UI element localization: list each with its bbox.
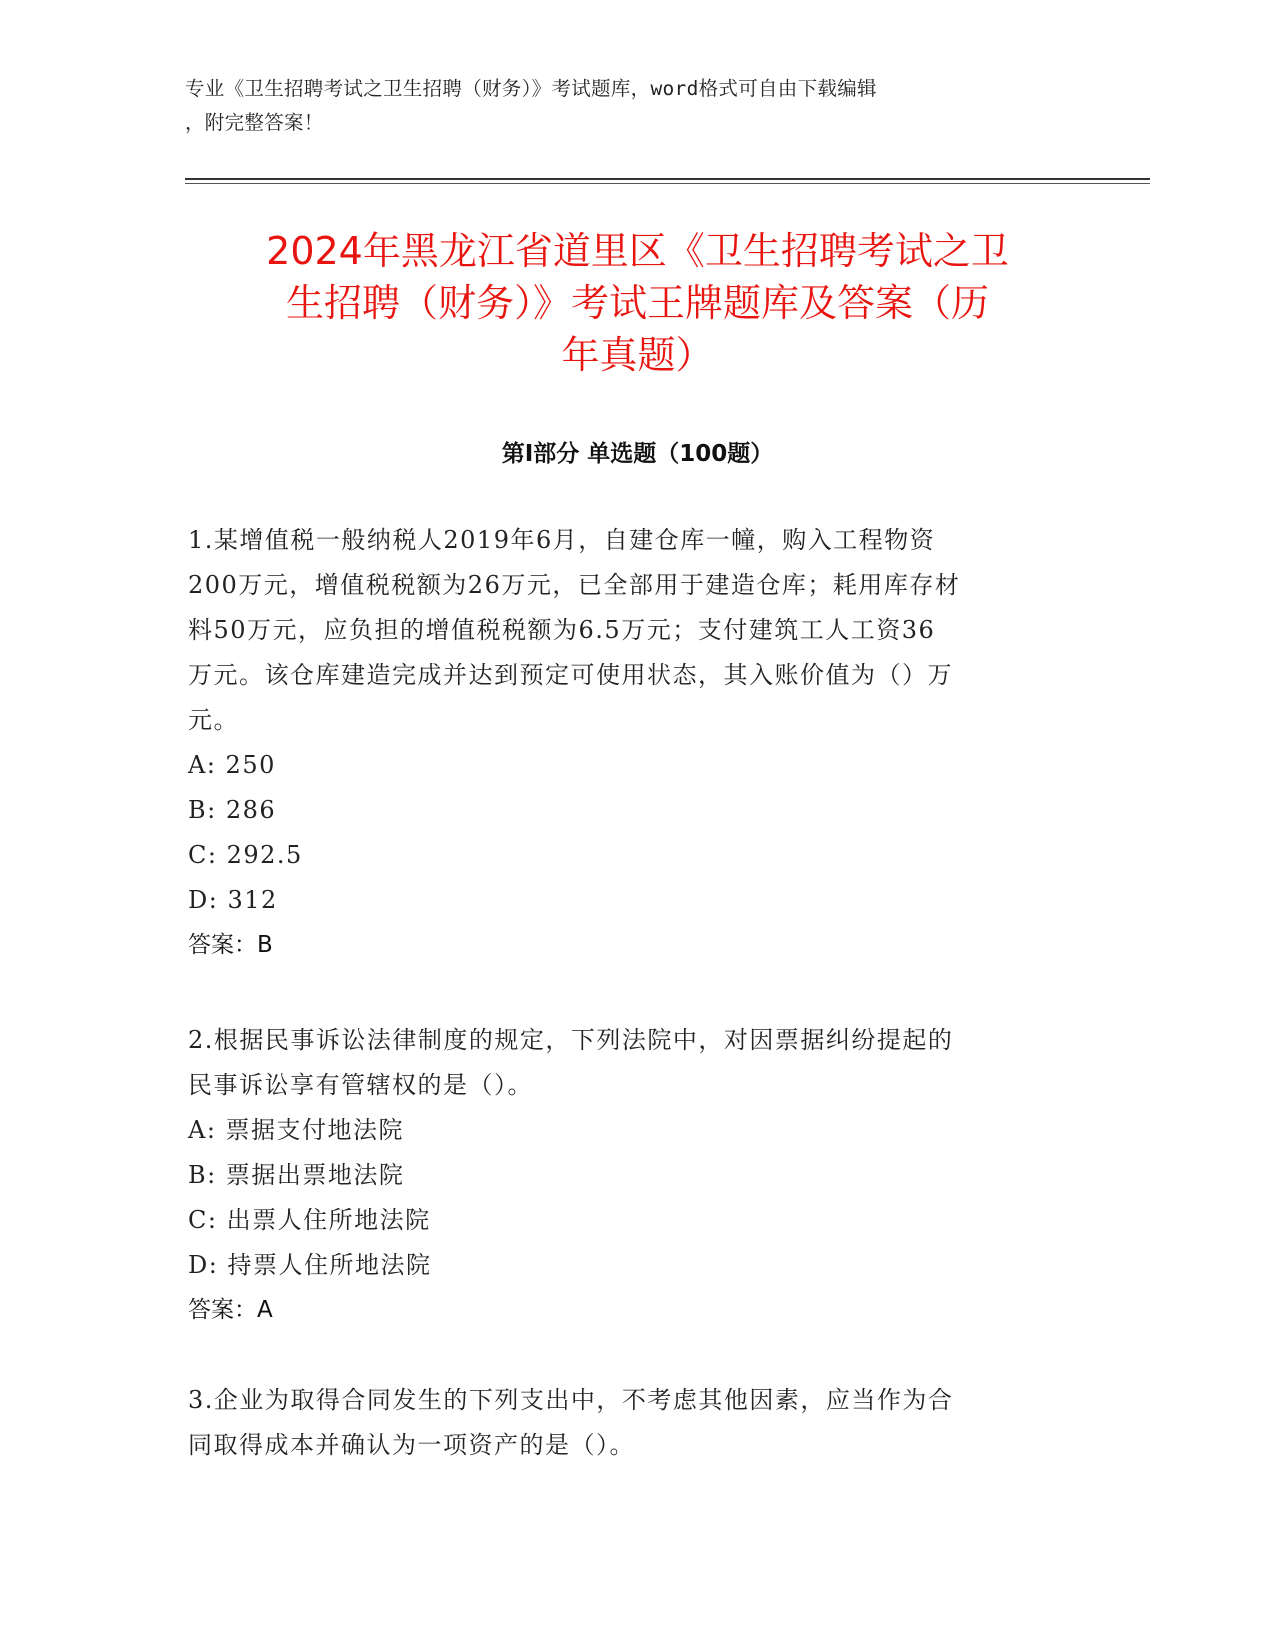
question-stem-line: 同取得成本并确认为一项资产的是（）。 [188,1431,635,1459]
option-d: D: 持票人住所地法院 [188,1251,432,1279]
question-1 [188,518,1068,968]
header-note-line-2: ，附完整答案！ [185,111,324,134]
question-stem-line: 民事诉讼享有管辖权的是（）。 [188,1071,533,1099]
header-note [185,72,1065,140]
question-stem-line: 1.某增值税一般纳税人2019年6月，自建仓库一幢，购入工程物资 [188,526,936,554]
section-heading: 第Ⅰ部分 单选题（100题） [501,441,774,467]
question-stem-line: 元。 [188,706,239,734]
option-b: B: 286 [188,796,277,824]
option-b: B: 票据出票地法院 [188,1161,405,1189]
question-2 [188,1018,1068,1333]
header-divider-thin [185,183,1150,184]
document-title-line-2: 生招聘（财务）》考试王牌题库及答案（历 [285,281,989,325]
option-a: A: 票据支付地法院 [188,1116,405,1144]
option-d: D: 312 [188,886,278,914]
question-stem-line: 料50万元，应负担的增值税税额为6.5万元；支付建筑工人工资36 [188,616,936,644]
document-title-line-1: 2024年黑龙江省道里区《卫生招聘考试之卫 [266,229,1009,273]
question-stem-line: 万元。该仓库建造完成并达到预定可使用状态，其入账价值为（）万 [188,661,953,689]
header-note-line-1: 专业《卫生招聘考试之卫生招聘（财务）》考试题库，word格式可自由下载编辑 [185,77,877,100]
question-3 [188,1378,1068,1468]
header-divider-thick [185,178,1150,180]
question-stem-line: 200万元，增值税税额为26万元，已全部用于建造仓库；耗用库存材 [188,571,961,599]
option-c: C: 出票人住所地法院 [188,1206,431,1234]
document-title-line-3: 年真题） [561,333,714,377]
answer-key: 答案：B [188,932,273,958]
question-stem-line: 2.根据民事诉讼法律制度的规定，下列法院中，对因票据纠纷提起的 [188,1026,954,1054]
option-a: A: 250 [188,751,276,779]
question-stem-line: 3.企业为取得合同发生的下列支出中，不考虑其他因素，应当作为合 [188,1386,954,1414]
answer-key: 答案：A [188,1297,273,1323]
option-c: C: 292.5 [188,841,303,869]
document-title [185,225,1090,381]
